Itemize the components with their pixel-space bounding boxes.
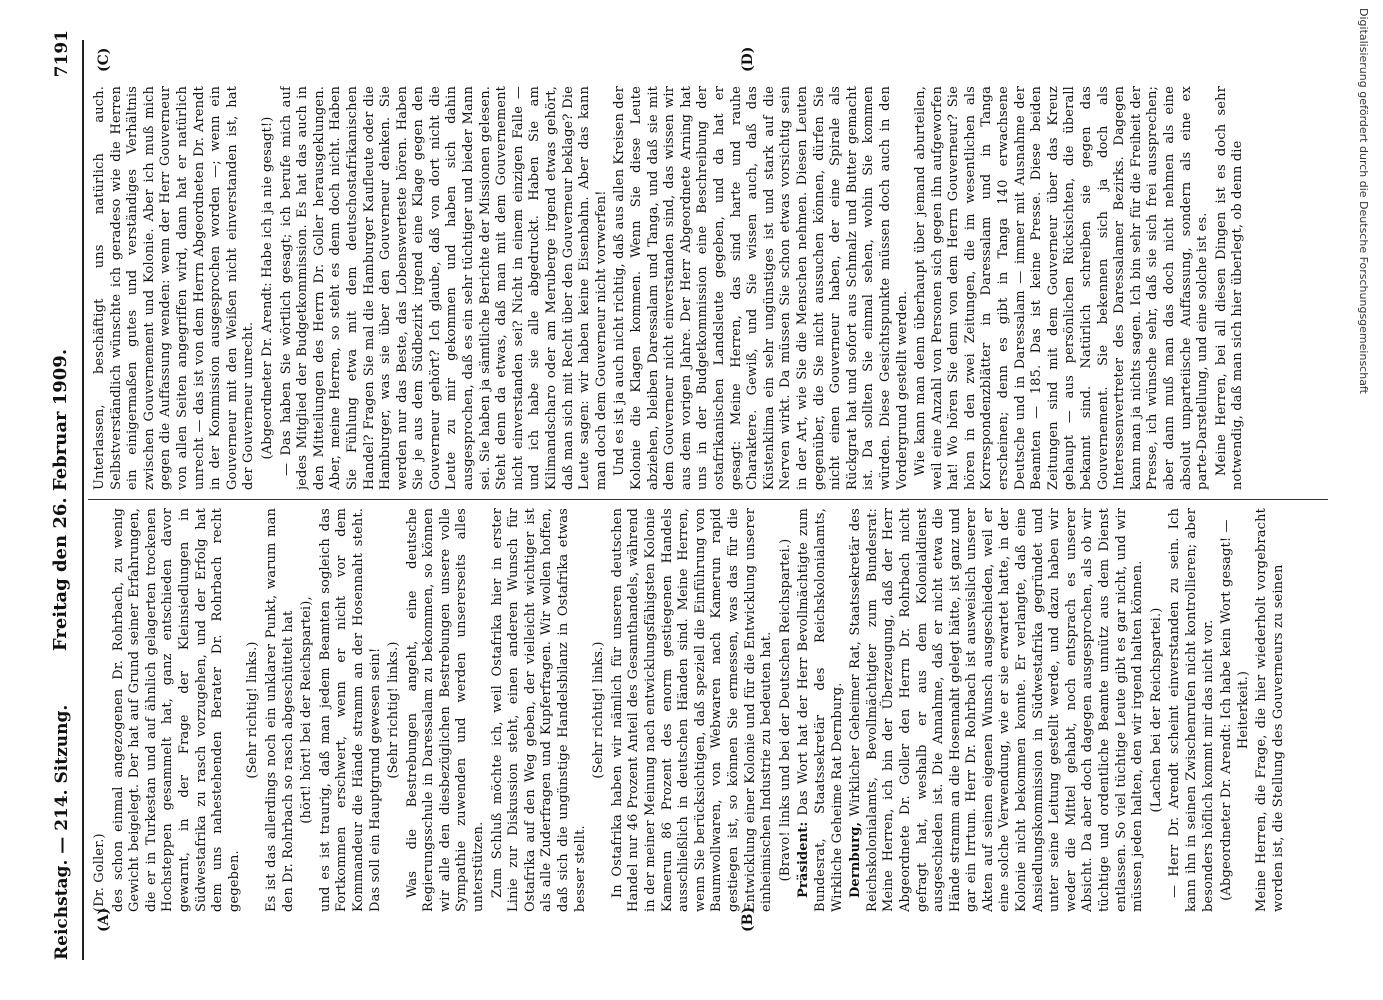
left-column: [92, 508, 1332, 912]
paragraph: (Bravo! links und bei der Deutschen Reichspartei.): [777, 538, 793, 882]
margin-letter-c: (C): [96, 47, 112, 72]
paragraph: Präsident: Das Wort hat der Herr Bevollmächtigte zum Bundesrat, Staatssekretär des Reichskolonialamts, Wirkliche Geheime Rat Dernburg.: [796, 508, 845, 912]
paragraph: (hört! hört! bei der Reichspartei),: [299, 596, 315, 824]
paragraph: — Herr Dr. Arendt scheint einverstanden zu sein. Ich kann ihn in seinen Zwischenrufen nicht kontrollieren; aber besonders höflich kommt mir das nicht vor.: [1167, 508, 1216, 912]
paragraph: (Dr. Goller.): [92, 833, 107, 912]
paragraph: Unterlassen, beschäftigt uns natürlich auch. Selbstverständlich wünschte ich geradeso wie die Herren ein einigermaßen gutes und verständiges Verhältnis zwischen Gouvernement und Kolonie. Aber ich muß mich gegen die Auffassung wenden: wenn der Herr Gouverneur von allen Seiten angegriffen wird, dann hat er natürlich unrecht — das ist von dem Herrn Abgeordneten Dr. Arendt in der Kommission ausgesprochen worden —; wenn ein Gouverneur mit den Weißen nicht einverstanden ist, hat der Gouverneur unrecht.: [92, 86, 257, 490]
page-number: 7191: [52, 30, 72, 78]
paragraph: (Lachen bei der Reichspartei.): [1148, 607, 1164, 813]
digitization-note: Digitalisierung gefördert durch die Deutsche Forschungsgemeinschaft: [1357, 8, 1370, 394]
paragraph: Wie kann man denn überhaupt über jemand aburteilen, weil eine Anzahl von Personen sich gegen ihn aufgeworfen hat! Wo hören Sie denn von dem Herrn Gouverneur? Sie hören in den zwei Zeitungen, die im wesentlichen als Korrespondenzblätter in Daressalam und in Tanga erscheinen; denn es gibt in Tanga 140 erwachsene Deutsche und in Daressalam — immer mit Ausnahme der Beamten — 185. Das ist keine Presse. Diese beiden Zeitungen sind mit dem Gouverneur über das Kreuz gehaupt — aus persönlichen Rücksichten, die überall bekannt sind. Natürlich schreiben sie gegen das Gouvernement. Sie bekennen sich ja doch als Interessenvertreter des Daressalamer Bezirks. Dagegen kann man ja nichts sagen. Ich bin sehr für die Freiheit der Presse, ich wünsche sehr, daß sie sich frei aussprechen; aber dann muß man das doch nicht nehmen als eine absolut unparteiische Auffassung, sondern als eine ex parte-Darstellung, und eine solche ist es.: [913, 86, 1211, 490]
speaker-name: Präsident:: [796, 821, 812, 898]
header-rule: [82, 40, 84, 960]
paragraph: Zum Schluß möchte ich, weil Ostafrika hier in erster Linie zur Diskussion steht, einen anderen Wunsch für Ostafrika auf den Weg geben, der vielleicht wichtiger ist als alle Zuderfragen und Kupferfragen. Wir wollen hoffen, daß sich die ungünstige Handelsbilanz in Ostafrika etwas besser stellt.: [489, 508, 588, 912]
paragraph: Es ist das allerdings noch ein unklarer Punkt, warum man den Dr. Rohrbach so rasch abgeschüttelt hat: [263, 508, 296, 912]
paragraph: Meine Herren, bei all diesen Dingen ist es doch sehr notwendig, daß man sich hier überlegt, ob denn die: [1213, 86, 1246, 490]
paragraph: Dernburg, Wirklicher Geheimer Rat, Staatssekretär des Reichskolonialamts, Bevollmächtigter zum Bundesrat: Meine Herren, ich bin der Überzeugung, daß der Herr Abgeordnete Dr. Goller den Herrn Dr. Rohrbach nicht gefragt hat, weshalb er aus dem Kolonialdienst ausgeschieden ist. Die Annahme, daß er nicht etwa die Hände stramm an die Hosennaht gelegt hätte, ist ganz und gar ein Irrtum. Herr Dr. Rohrbach ist ausweislich unserer Akten auf seinen eigenen Wunsch ausgeschieden, weil er eine solche Verwendung, wie er sie erwartet hatte, in der Kolonie nicht bekommen konnte. Er verlangte, daß eine Ansiedlungskommission in Südwestafrika gegründet und unter seine Leitung gestellt werde, und dazu haben wir weder die Mittel gehabt, noch entsprach es unserer Absicht. Da aber doch dagegen ausgesprochen, als ob wir tüchtige und ordentliche Beamte unnütz aus dem Dienst entlassen. So viel tüchtige Leute gibt es gar nicht, und wir müssen jeden halten, den wir irgend halten können.: [848, 508, 1146, 912]
paragraph: (Sehr richtig! links.): [591, 641, 607, 779]
speaker-name: Dernburg,: [848, 821, 864, 898]
column-divider: [88, 499, 1328, 500]
paragraph: Und es ist ja auch nicht richtig, daß aus allen Kreisen der Kolonie die Klagen kommen. Wenn Sie diese Leute abziehen, bleiben Daressalam und Tanga, und daß sie mit dem Gouverneur nicht einverstanden sind, das wissen wir aus dem vorigen Jahre. Der Herr Abgeordnete Arning hat uns in der Budgetkommission eine Beschreibung der ostafrikanischen Landsleute gegeben, und da hat er gesagt: Meine Herren, das sind harte und rauhe Charaktere. Gewiß, und Sie wissen auch, daß das Küstenklima ein sehr ungünstiges ist und stark auf die Nerven wirkt. Da müssen Sie schon etwas vorsichtig sein in der Art, wie Sie die Menschen nehmen. Diesen Leuten gegenüber, die Sie nicht aussuchen können, dürfen Sie nicht einen Gouverneur haben, der eine Spirale als Rückgrat hat und sofort aus Schmalz und Butter gemacht ist. Da sollten Sie einmal sehen, wohin Sie kommen würden. Diese Gesichtspunkte müssen doch auch in den Vordergrund gestellt werden.: [612, 86, 910, 490]
header-title: Freitag den 26. Februar 1909.: [50, 348, 71, 652]
margin-letter-b: (B): [740, 906, 756, 932]
right-column: [92, 86, 1332, 490]
header-left: Reichstag. — 214. Sitzung.: [52, 704, 72, 960]
paragraph: — Das haben Sie wörtlich gesagt; ich berufe mich auf jedes Mitglied der Budgetkommission. Es hat das auch in den Mitteilungen des Herrn Dr. Goller herausgeklungen. Aber, meine Herren, so steht es denn doch nicht. Haben Sie Fühlung etwa mit dem deutschostafrikanischen Handel? Fragen Sie mal die Hamburger Kaufleute oder die Hamburger, was sie über den Gouverneur denken. Sie werden nur das Beste, das Lobenswerteste hören. Haben Sie je aus dem Südbezirk irgend eine Klage gegen den Gouverneur gehört? Ich glaube, daß von dort nicht die Leute zu mir gekommen und haben sich dahin ausgesprochen, daß es ein sehr tüchtiger und bieder Mann sei. Sie haben ja sämtliche Berichte der Missionen gelesen. Steht denn da etwas, daß man mit dem Gouvernement nicht einverstanden sei? Nicht in einem einzigen Falle — und ich habe sie alle abgedruckt. Haben Sie am Kilimandscharo oder am Meruberge irgend etwas gehört, daß man sich mit Recht über den Gouverneur beklage? Die Leute sagen: wir haben keine Eisenbahn. Aber das kann man doch dem Gouverneur nicht vorwerfen!: [278, 86, 609, 490]
margin-letter-a: (A): [96, 907, 112, 932]
paragraph: Meine Herren, die Frage, die hier wiederholt vorgebracht worden ist, die Stellung des Gouverneurs zu seinen: [1254, 508, 1286, 912]
paragraph: (Sehr richtig! links.): [245, 641, 261, 779]
margin-letter-d: (D): [740, 46, 756, 72]
paragraph: In Ostafrika haben wir nämlich für unseren deutschen Handel nur 46 Prozent Anteil des Gesamthandels, während in der meiner Meinung nach entwicklungsfähigsten Kolonie Kamerun 86 Prozent des enorm gestiegenen Handels ausschließlich in deutschen Händen sind. Meine Herren, wenn Sie berücksichtigen, daß speziell die Einführung von Baumwollwaren, von Webwaren nach Kamerun rapid gestiegen ist, so können Sie ermessen, was das für die Entwicklung einer Kolonie und für die Entwicklung unserer einheimischen Industrie zu bedeuten hat.: [609, 508, 775, 912]
paragraph: (Abgeordneter Dr. Arendt: Ich habe kein Wort gesagt! — Heiterkeit.): [1219, 519, 1251, 901]
paragraph: und es ist traurig, daß man jedem Beamten sogleich das Fortkommen erschwert, wenn er nicht vor dem Kommandeur die Hände stramm an der Hosennaht steht. Das soll ein Hauptgrund gewesen sein!: [317, 508, 383, 912]
paragraph: Was die Bestrebungen angeht, eine deutsche Regierungsschule in Daressalam zu bekommen, so können wir alle den diesbezüglichen Bestrebungen unsere volle Sympathie zuwenden und werden unsererseits alles unterstützen.: [404, 508, 487, 912]
paragraph: (Abgeordneter Dr. Arendt: Habe ich ja nie gesagt!): [259, 116, 275, 460]
paragraph: (Sehr richtig! links.): [386, 641, 402, 779]
paragraph: des schon einmal angezogenen Dr. Rohrbach, zu wenig Gewicht beigelegt. Der hat auf Grund seiner Erfahrungen, die er in Turkestan und auf ähnlich gelagerten trockenen Hochsteppen gesammelt hat, ganz entschieden davor gewarnt, in der Frage der Kleinsiedlungen in Südwestafrika zu rasch vorzugehen, und der Erfolg hat dem uns nahestehenden Berater Dr. Rohrbach recht gegeben.: [110, 508, 242, 912]
